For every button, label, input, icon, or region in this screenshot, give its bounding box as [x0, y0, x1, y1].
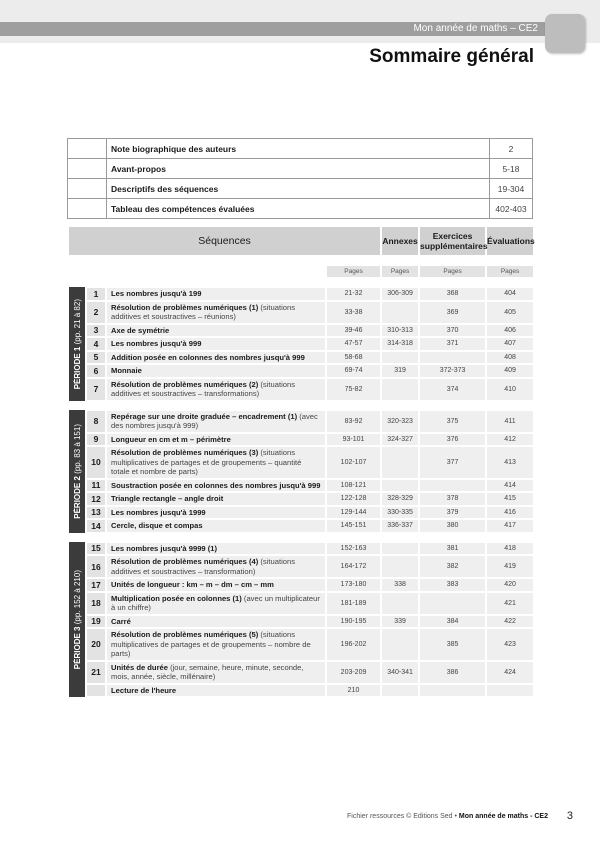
sequence-pages: 21-32: [326, 287, 381, 301]
period-gap: [68, 533, 534, 542]
annexes-pages: 319: [381, 364, 419, 378]
intro-table: [67, 138, 533, 219]
sequence-pages: 129-144: [326, 506, 381, 520]
table-row: [68, 555, 534, 578]
sequence-title-cell: [106, 337, 326, 351]
evaluation-page: 416: [486, 506, 534, 520]
annexes-pages: 310-313: [381, 324, 419, 338]
period-label: [69, 299, 85, 389]
intro-row: [68, 199, 533, 219]
exercices-pages: 386: [419, 661, 486, 684]
sequence-pages: 93-101: [326, 433, 381, 447]
annexes-pages: 340-341: [381, 661, 419, 684]
evaluation-page: 419: [486, 555, 534, 578]
sequence-title: Résolution de problèmes numériques (3): [111, 448, 259, 457]
sequence-subtitle: (avec des nombres jusqu'à 999): [111, 411, 318, 430]
period-name: PÉRIODE 1: [72, 346, 82, 389]
period-label-cell: [68, 410, 86, 533]
sequence-title-cell: [106, 555, 326, 578]
sequence-subtitle: (situations additives et soustractives – transformations): [111, 379, 296, 398]
table-row: [68, 337, 534, 351]
sequence-number: 11: [86, 479, 106, 493]
sequence-pages: 58-68: [326, 351, 381, 365]
sequence-number: 16: [86, 555, 106, 578]
sequence-title-cell: [106, 364, 326, 378]
sequence-number: 18: [86, 592, 106, 615]
sequence-title: Résolution de problèmes numériques (2): [111, 379, 259, 389]
exercices-pages: 382: [419, 555, 486, 578]
annexes-pages: [381, 628, 419, 661]
exercices-pages: [419, 592, 486, 615]
table-row: [68, 378, 534, 401]
period-gap-cell: [68, 533, 534, 542]
sequence-number: 15: [86, 542, 106, 556]
sequence-title: Monnaie: [111, 366, 142, 375]
table-row: [68, 661, 534, 684]
annexes-pages: [381, 592, 419, 615]
sequence-number: 13: [86, 506, 106, 520]
sequence-title-cell: [106, 287, 326, 301]
table-row: [68, 324, 534, 338]
exercices-pages: 375: [419, 410, 486, 433]
evaluation-page: 412: [486, 433, 534, 447]
header-tab-decoration: [545, 14, 585, 53]
evaluation-page: 409: [486, 364, 534, 378]
sequence-subtitle: (situations additives et soustractives – réunions): [111, 302, 296, 321]
period-gap: [68, 278, 534, 287]
intro-label: Descriptifs des séquences: [107, 179, 490, 199]
evaluation-page: 413: [486, 446, 534, 479]
sequence-number: 20: [86, 628, 106, 661]
intro-blank-cell: [68, 139, 107, 159]
intro-blank-cell: [68, 199, 107, 219]
period-gap-cell: [68, 278, 534, 287]
pages-subheader-row: [68, 265, 534, 278]
evaluation-page: 423: [486, 628, 534, 661]
sequence-title-cell: [106, 592, 326, 615]
sequence-pages: 102-107: [326, 446, 381, 479]
period-range: (pp. 21 à 82): [72, 298, 82, 344]
sequence-pages: 190-195: [326, 615, 381, 629]
exercices-pages: 376: [419, 433, 486, 447]
evaluation-page: 410: [486, 378, 534, 401]
annexes-pages: [381, 684, 419, 698]
table-row: [68, 364, 534, 378]
evaluation-page: 418: [486, 542, 534, 556]
intro-pages: 402-403: [490, 199, 533, 219]
sequence-title-cell: [106, 479, 326, 493]
annexes-pages: [381, 555, 419, 578]
evaluation-page: 421: [486, 592, 534, 615]
intro-blank-cell: [68, 179, 107, 199]
evaluation-page: [486, 684, 534, 698]
sequence-title: Unités de durée: [111, 662, 168, 672]
pages-label: Pages: [326, 265, 381, 278]
period-range: (pp. 152 à 210): [72, 569, 82, 624]
sequence-title: Carré: [111, 616, 131, 626]
sequence-subtitle: (situations additives et soustractives – transformation): [111, 557, 296, 576]
intro-row: [68, 159, 533, 179]
period-label: [69, 570, 85, 669]
sequence-pages: 181-189: [326, 592, 381, 615]
intro-label: Avant-propos: [107, 159, 490, 179]
page-title: Sommaire général: [369, 46, 534, 67]
period-name: PÉRIODE 2: [72, 475, 82, 519]
table-row: [68, 287, 534, 301]
period-label-cell: [68, 287, 86, 401]
table-row: [68, 446, 534, 479]
sequence-title: Résolution de problèmes numériques (5): [111, 630, 259, 639]
period-gap-cell: [68, 401, 534, 410]
evaluation-page: 420: [486, 578, 534, 592]
period-label-text: [73, 299, 82, 389]
sequence-number: 17: [86, 578, 106, 592]
exercices-pages: 368: [419, 287, 486, 301]
footer-credit: Fichier ressources © Editions Sed •: [347, 813, 457, 820]
sequence-title: Triangle rectangle – angle droit: [111, 494, 224, 503]
sequence-subtitle: (avec un multiplicateur à un chiffre): [111, 593, 320, 612]
sequence-subtitle: (situations multiplicatives de partages et de groupements – quantité totale et nombre de parts): [111, 448, 302, 476]
sequence-title-cell: [106, 615, 326, 629]
evaluation-page: 414: [486, 479, 534, 493]
exercices-pages: 371: [419, 337, 486, 351]
period-name: PÉRIODE 3: [72, 626, 82, 669]
table-header-row: [68, 226, 534, 256]
sequence-number: 19: [86, 615, 106, 629]
evaluation-page: 406: [486, 324, 534, 338]
annexes-pages: 339: [381, 615, 419, 629]
sequence-title: Unités de longueur : km – m – dm – cm – mm: [111, 580, 274, 589]
annexes-pages: 324-327: [381, 433, 419, 447]
sequence-title: Longueur en cm et m – périmètre: [111, 434, 231, 444]
table-row: [68, 592, 534, 615]
sequence-title: Multiplication posée en colonnes (1): [111, 593, 242, 603]
footer: [347, 813, 548, 820]
sequence-title: Les nombres jusqu'à 9999 (1): [111, 543, 218, 553]
sequence-pages: 145-151: [326, 519, 381, 533]
sequence-number: 7: [86, 378, 106, 401]
annexes-pages: [381, 378, 419, 401]
annexes-pages: 330-335: [381, 506, 419, 520]
pages-label: Pages: [486, 265, 534, 278]
sequence-title: Soustraction posée en colonnes des nombres jusqu'à 999: [111, 480, 321, 490]
sequence-title-cell: [106, 628, 326, 661]
evaluation-page: 407: [486, 337, 534, 351]
sequence-number: 3: [86, 324, 106, 338]
col-evaluations: Évaluations: [486, 226, 534, 256]
sequence-title: Les nombres jusqu'à 1999: [111, 507, 206, 517]
table-row: [68, 351, 534, 365]
table-row: [68, 542, 534, 556]
sequence-pages: 152-163: [326, 542, 381, 556]
intro-row: [68, 179, 533, 199]
period-range: (pp. 83 à 151): [72, 423, 82, 474]
header-subtitle: Mon année de maths – CE2: [413, 23, 538, 34]
period-gap: [68, 401, 534, 410]
sequence-pages: 108-121: [326, 479, 381, 493]
col-exercices: Exercices supplémentaires: [419, 226, 486, 256]
annexes-pages: 328-329: [381, 492, 419, 506]
exercices-pages: 374: [419, 378, 486, 401]
sequence-number: 12: [86, 492, 106, 506]
annexes-pages: 306-309: [381, 287, 419, 301]
exercices-pages: 385: [419, 628, 486, 661]
sequence-title: Résolution de problèmes numériques (4): [111, 557, 259, 566]
annexes-pages: 320-323: [381, 410, 419, 433]
sequence-title-cell: [106, 578, 326, 592]
table-row: [68, 506, 534, 520]
sequence-subtitle: (jour, semaine, heure, minute, seconde, mois, année, siècle, millénaire): [111, 662, 304, 681]
evaluation-page: 424: [486, 661, 534, 684]
exercices-pages: 379: [419, 506, 486, 520]
sequence-number: [86, 684, 106, 698]
sequence-title: Axe de symétrie: [111, 325, 170, 335]
contents-table: [67, 225, 535, 698]
sequence-pages: 173-180: [326, 578, 381, 592]
sequence-number: 14: [86, 519, 106, 533]
period-label-text: [73, 424, 82, 519]
table-row: [68, 433, 534, 447]
pages-label: Pages: [419, 265, 486, 278]
sequence-title-cell: [106, 351, 326, 365]
sequence-title: Cercle, disque et compas: [111, 521, 203, 530]
annexes-pages: [381, 351, 419, 365]
sequence-subtitle: (situations multiplicatives de partages et de groupements – nombre de parts): [111, 630, 311, 658]
intro-row: [68, 139, 533, 159]
period-label: [69, 424, 85, 519]
sequence-number: 8: [86, 410, 106, 433]
evaluation-page: 411: [486, 410, 534, 433]
sequence-title-cell: [106, 684, 326, 698]
sequence-title-cell: [106, 506, 326, 520]
evaluation-page: 404: [486, 287, 534, 301]
exercices-pages: [419, 351, 486, 365]
annexes-pages: [381, 446, 419, 479]
col-annexes: Annexes: [381, 226, 419, 256]
sequence-number: 5: [86, 351, 106, 365]
annexes-pages: [381, 479, 419, 493]
exercices-pages: 369: [419, 301, 486, 324]
intro-pages: 5-18: [490, 159, 533, 179]
sequence-pages: 164-172: [326, 555, 381, 578]
sequence-title-cell: [106, 433, 326, 447]
exercices-pages: 383: [419, 578, 486, 592]
evaluation-page: 422: [486, 615, 534, 629]
exercices-pages: 380: [419, 519, 486, 533]
sequence-number: 2: [86, 301, 106, 324]
col-sequences: Séquences: [68, 226, 381, 256]
sequence-pages: 75-82: [326, 378, 381, 401]
intro-label: Tableau des compétences évaluées: [107, 199, 490, 219]
sequence-title-cell: [106, 301, 326, 324]
table-row: [68, 479, 534, 493]
exercices-pages: 370: [419, 324, 486, 338]
exercices-pages: 372-373: [419, 364, 486, 378]
sequence-pages: 83-92: [326, 410, 381, 433]
table-row: [68, 615, 534, 629]
sequence-title-cell: [106, 446, 326, 479]
sequence-pages: 203-209: [326, 661, 381, 684]
intro-blank-cell: [68, 159, 107, 179]
exercices-pages: [419, 684, 486, 698]
exercices-pages: 377: [419, 446, 486, 479]
sequence-number: 4: [86, 337, 106, 351]
intro-pages: 2: [490, 139, 533, 159]
sequence-number: 6: [86, 364, 106, 378]
annexes-pages: 338: [381, 578, 419, 592]
intro-label: Note biographique des auteurs: [107, 139, 490, 159]
sequence-title: Repérage sur une droite graduée – encadrement (1): [111, 411, 298, 421]
sequence-pages: 69-74: [326, 364, 381, 378]
sequence-title: Les nombres jusqu'à 999: [111, 339, 202, 348]
evaluation-page: 408: [486, 351, 534, 365]
sequence-pages: 196-202: [326, 628, 381, 661]
table-row: [68, 301, 534, 324]
intro-pages: 19-304: [490, 179, 533, 199]
annexes-pages: [381, 542, 419, 556]
sequence-number: 9: [86, 433, 106, 447]
sequence-title-cell: [106, 661, 326, 684]
exercices-pages: 378: [419, 492, 486, 506]
evaluation-page: 405: [486, 301, 534, 324]
sequence-number: 21: [86, 661, 106, 684]
sequence-title-cell: [106, 492, 326, 506]
sequence-pages: 210: [326, 684, 381, 698]
table-row: [68, 410, 534, 433]
period-label-text: [73, 570, 82, 669]
evaluation-page: 417: [486, 519, 534, 533]
sequence-title-cell: [106, 542, 326, 556]
exercices-pages: 384: [419, 615, 486, 629]
sequence-title: Résolution de problèmes numériques (1): [111, 302, 259, 312]
sequence-title: Lecture de l'heure: [111, 685, 177, 695]
sequence-title-cell: [106, 519, 326, 533]
table-row: [68, 578, 534, 592]
sequence-pages: 122-128: [326, 492, 381, 506]
table-row: [68, 519, 534, 533]
sequence-title: Addition posée en colonnes des nombres jusqu'à 999: [111, 352, 305, 362]
annexes-pages: 314-318: [381, 337, 419, 351]
sequence-title: Les nombres jusqu'à 199: [111, 289, 202, 298]
table-row: [68, 684, 534, 698]
sequence-number: 1: [86, 287, 106, 301]
page-number: 3: [566, 810, 573, 822]
table-row: [68, 628, 534, 661]
sequence-number: 10: [86, 446, 106, 479]
sequence-pages: 39-46: [326, 324, 381, 338]
sequence-pages: 33-38: [326, 301, 381, 324]
table-row: [68, 492, 534, 506]
annexes-pages: [381, 301, 419, 324]
sequence-title-cell: [106, 410, 326, 433]
pages-label: Pages: [381, 265, 419, 278]
period-label-cell: [68, 542, 86, 698]
exercices-pages: [419, 479, 486, 493]
footer-book-title: Mon année de maths - CE2: [458, 813, 548, 820]
sequence-title-cell: [106, 378, 326, 401]
sequence-title-cell: [106, 324, 326, 338]
annexes-pages: 336-337: [381, 519, 419, 533]
exercices-pages: 381: [419, 542, 486, 556]
evaluation-page: 415: [486, 492, 534, 506]
sequence-pages: 47-57: [326, 337, 381, 351]
